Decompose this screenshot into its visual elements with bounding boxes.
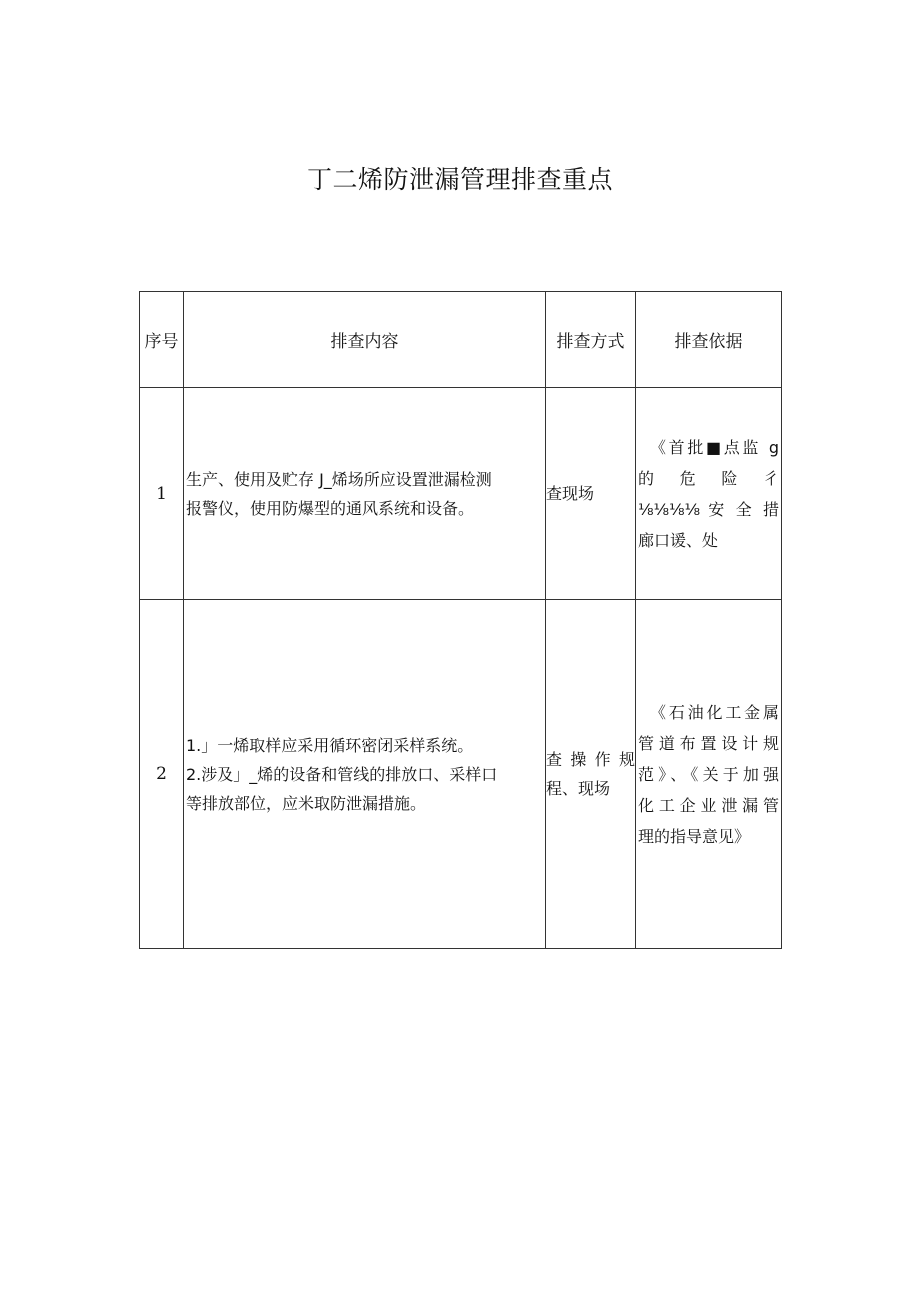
row-method — [546, 600, 636, 949]
basis-line: 范》、《关于加强 — [638, 764, 779, 784]
basis-line: 化工企业泄漏管 — [638, 795, 779, 815]
basis-line: 理的指导意见》 — [638, 826, 751, 846]
inspection-table — [139, 291, 782, 949]
content-line: 报警仪，使用防爆型的通风系统和设备。 — [186, 498, 475, 518]
row-content — [184, 388, 546, 600]
basis-line: 《石油化工金属 — [650, 702, 779, 722]
header-seq: 序号 — [140, 292, 184, 388]
method-line: 查 操 作 规 — [546, 750, 635, 769]
row-seq: 2 — [140, 600, 184, 949]
basis-line: 廊口谖、处 — [638, 530, 719, 550]
page-title: 丁二烯防泄漏管理排查重点 — [306, 165, 613, 194]
row-content — [184, 600, 546, 949]
content-line: 等排放部位，应米取防泄漏措施。 — [186, 793, 427, 813]
row-basis — [636, 600, 782, 949]
basis-line: 《首批■点监 g — [650, 437, 779, 457]
content-line: 1.」一烯取样应采用循环密闭采样系统。 — [186, 735, 474, 755]
header-method: 排查方式 — [546, 292, 636, 388]
method-line: 查现场 — [546, 484, 595, 503]
header-row — [140, 292, 782, 388]
basis-line: 管道布置设计规 — [638, 733, 779, 753]
row-basis — [636, 388, 782, 600]
basis-line: 的 危 险 彳 — [638, 468, 779, 488]
content-line: 生产、使用及贮存 J_烯场所应设置泄漏检测 — [186, 469, 492, 489]
row-method — [546, 388, 636, 600]
method-line: 程、现场 — [546, 779, 611, 798]
basis-line: ⅛⅛⅛⅛ 安 全 措 — [638, 499, 779, 519]
row-seq: 1 — [140, 388, 184, 600]
header-basis: 排查依据 — [636, 292, 782, 388]
content-line: 2.涉及」_烯的设备和管线的排放口、采样口 — [186, 764, 498, 784]
header-content: 排查内容 — [184, 292, 546, 388]
table-row — [140, 388, 782, 600]
table-row — [140, 600, 782, 949]
